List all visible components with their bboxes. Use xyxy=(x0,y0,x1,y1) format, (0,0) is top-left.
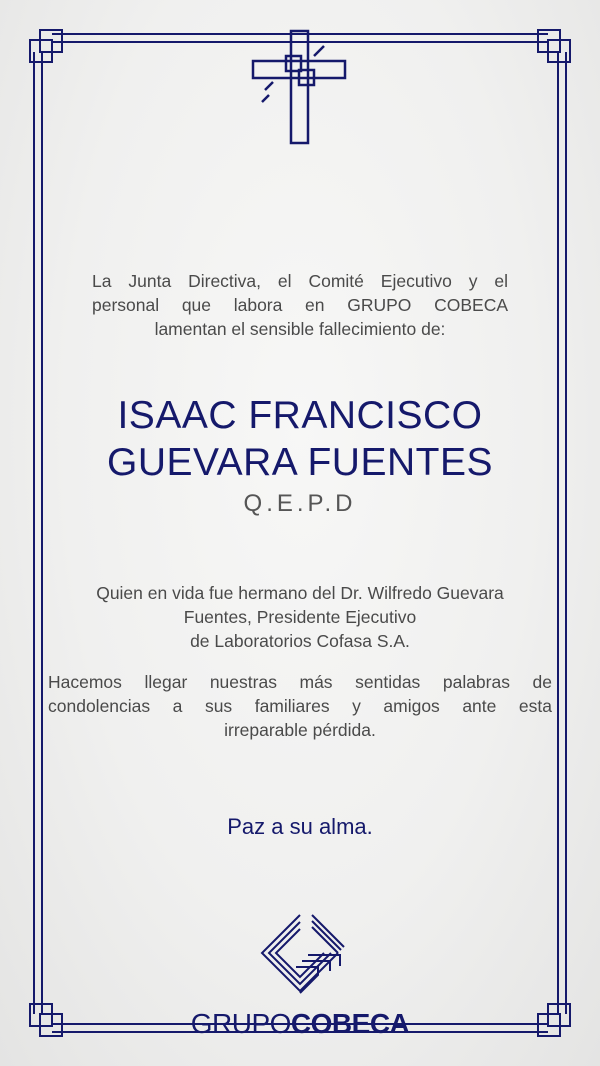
qepd-label: Q.E.P.D xyxy=(243,490,357,517)
deceased-name xyxy=(0,392,600,486)
wordmark-cobeca: COBECA xyxy=(290,1008,410,1039)
paragraph-line: condolencias a sus familiares y amigos ante esta xyxy=(48,696,552,716)
closing-text: Paz a su alma. xyxy=(227,814,373,839)
paragraph-line: Quien en vida fue hermano del Dr. Wilfredo Guevara xyxy=(96,583,504,603)
deceased-name-line1: ISAAC FRANCISCO xyxy=(117,394,483,437)
intro-line: personal que labora en GRUPO COBECA xyxy=(92,295,508,315)
wordmark-grupo: GRUPO xyxy=(190,1008,291,1039)
intro-line: La Junta Directiva, el Comité Ejecutivo y el xyxy=(92,271,508,291)
paragraph-line: irreparable pérdida. xyxy=(224,720,376,740)
deceased-name-line2: GUEVARA FUENTES xyxy=(106,441,494,484)
paragraph-line: Hacemos llegar nuestras más sentidas palabras de xyxy=(48,672,552,692)
paragraph-condolences xyxy=(48,670,552,742)
intro-line: lamentan el sensible fallecimiento de: xyxy=(154,319,446,339)
cobeca-wordmark xyxy=(0,1008,600,1040)
paragraph-line: de Laboratorios Cofasa S.A. xyxy=(190,631,410,651)
intro-text xyxy=(92,269,508,341)
paragraph-line: Fuentes, Presidente Ejecutivo xyxy=(183,607,417,627)
paragraph-relationship xyxy=(48,581,552,653)
